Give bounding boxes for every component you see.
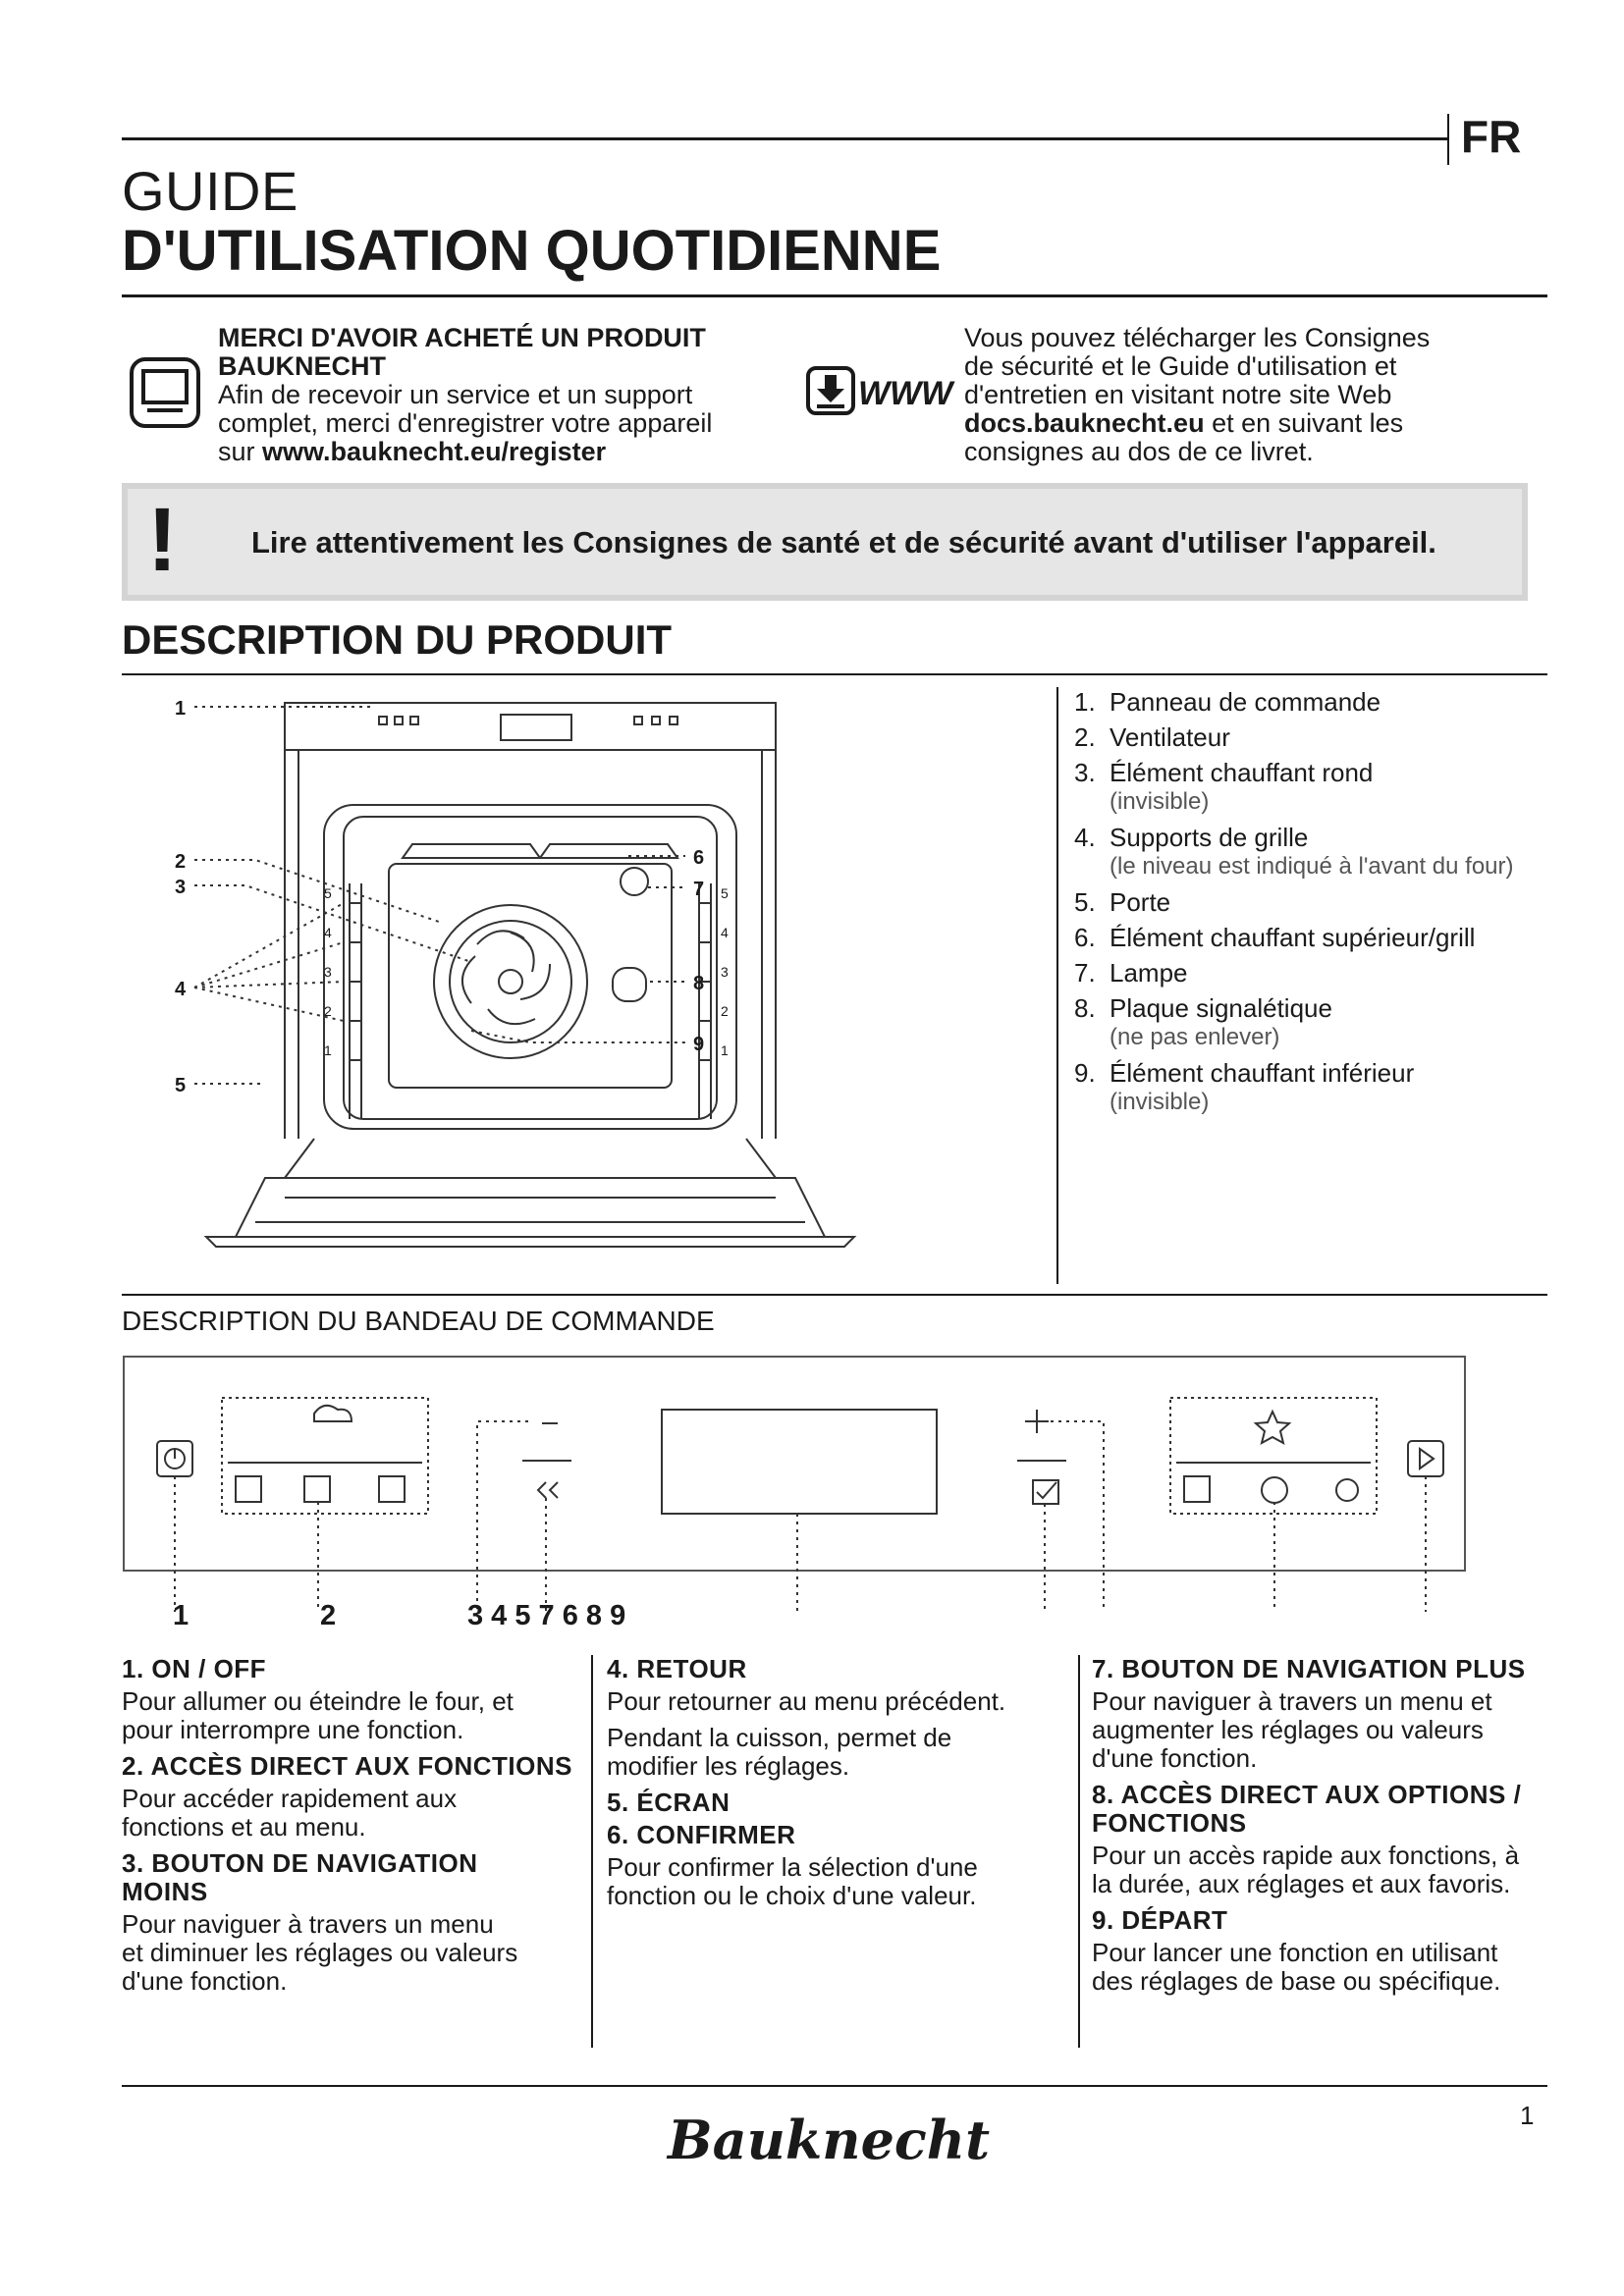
part-item: [1074, 687, 1514, 717]
callout-8: 8: [693, 973, 705, 994]
section-body-line: et diminuer les réglages ou valeurs: [122, 1938, 518, 1967]
part-item: [1074, 722, 1514, 752]
functions-list-button[interactable]: [236, 1476, 261, 1502]
chef-hat-icon: [314, 1406, 352, 1421]
section-body-line: Pour confirmer la sélection d'une: [607, 1852, 978, 1882]
fan-function-button[interactable]: [304, 1476, 330, 1502]
shelf-level-1-left: 1: [324, 1042, 332, 1058]
part-label: Supports de grille: [1110, 823, 1309, 852]
section-title-line: FONCTIONS: [1092, 1808, 1247, 1838]
section-title-line: MOINS: [122, 1877, 208, 1906]
callout-4: 4: [175, 979, 187, 1000]
oven-diagram: [147, 687, 952, 1296]
column-3: [1092, 1655, 1553, 2003]
intro-left-heading2: BAUKNECHT: [218, 351, 386, 381]
display-screen: [662, 1410, 937, 1514]
callout-1: 1: [175, 698, 187, 720]
section-title-line: 4. RETOUR: [607, 1654, 747, 1683]
part-label: Panneau de commande: [1110, 687, 1381, 717]
title-rule: [122, 294, 1547, 297]
section-body-line: Pour un accès rapide aux fonctions, à: [1092, 1841, 1520, 1870]
section-body-line: Pendant la cuisson, permet de: [607, 1723, 952, 1752]
section-body-line: Pour naviguer à travers un menu et: [1092, 1686, 1492, 1716]
callout-3: 3: [175, 877, 187, 898]
section-body-line: Pour lancer une fonction en utilisant: [1092, 1938, 1498, 1967]
section-body: [1092, 1939, 1553, 1996]
callout-6: 6: [693, 847, 705, 869]
shelf-level-3-right: 3: [721, 964, 729, 980]
warning-text: Lire attentivement les Consignes de santé et de sécurité avant d'utiliser l'appareil.: [251, 525, 1436, 560]
panel-legend-2: 2: [320, 1600, 337, 1631]
part-note: (ne pas enlever): [1110, 1024, 1280, 1050]
section-title: [607, 1789, 1068, 1817]
section-body-line: fonctions et au menu.: [122, 1812, 366, 1842]
column-divider-1: [591, 1655, 593, 2048]
product-section-rule: [122, 1294, 1547, 1296]
settings-gear-icon[interactable]: [1336, 1479, 1358, 1501]
part-note: (le niveau est indiqué à l'avant du four): [1110, 853, 1514, 880]
options-button[interactable]: [1184, 1476, 1210, 1502]
part-number: 9.: [1074, 1058, 1096, 1088]
part-label: Lampe: [1110, 958, 1188, 988]
section-body-line: Pour allumer ou éteindre le four, et: [122, 1686, 514, 1716]
section-title-line: 5. ÉCRAN: [607, 1788, 731, 1817]
control-panel-diagram: [122, 1355, 1477, 1629]
part-note: (invisible): [1110, 788, 1210, 815]
intro-left: [218, 324, 712, 466]
section-title-line: 3. BOUTON DE NAVIGATION: [122, 1848, 478, 1878]
parts-divider: [1056, 687, 1058, 1284]
intro-left-heading1: MERCI D'AVOIR ACHETÉ UN PRODUIT: [218, 323, 706, 352]
part-label: Ventilateur: [1110, 722, 1230, 752]
section-title: [607, 1821, 1068, 1849]
shelf-level-3-left: 3: [324, 964, 332, 980]
part-item: [1074, 1058, 1514, 1117]
intro-right-line2: de sécurité et le Guide d'utilisation et: [964, 351, 1397, 381]
section-body: [607, 1724, 1068, 1781]
intro-right-line4-suffix: et en suivant les: [1204, 408, 1404, 438]
column-1: [122, 1655, 573, 2003]
header-rule: [122, 137, 1449, 140]
section-body: [122, 1785, 573, 1842]
start-button[interactable]: [1408, 1441, 1443, 1476]
callout-5: 5: [175, 1075, 187, 1096]
shelf-level-4-right: 4: [721, 925, 729, 940]
register-link[interactable]: www.bauknecht.eu/register: [262, 437, 607, 466]
section-title: [122, 1655, 573, 1683]
language-code: FR: [1461, 111, 1522, 162]
part-item: [1074, 823, 1514, 881]
part-label: Porte: [1110, 887, 1171, 917]
section-title-line: 2. ACCÈS DIRECT AUX FONCTIONS: [122, 1751, 572, 1781]
page-number: 1: [1520, 2101, 1535, 2130]
parts-list: [1074, 687, 1514, 1123]
part-number: 7.: [1074, 958, 1096, 988]
part-number: 8.: [1074, 993, 1096, 1023]
intro-left-line1: Afin de recevoir un service et un support: [218, 380, 693, 409]
part-item: [1074, 887, 1514, 917]
intro-right-line3: d'entretien en visitant notre site Web: [964, 380, 1392, 409]
section-title: [1092, 1906, 1553, 1935]
grill-function-button[interactable]: [379, 1476, 405, 1502]
section-body-line: Pour retourner au menu précédent.: [607, 1686, 1006, 1716]
footer-rule: [122, 2085, 1547, 2087]
panel-legend-3-9: 3 4 5 7 6 8 9: [467, 1600, 626, 1631]
section-body: [1092, 1842, 1553, 1898]
part-item: [1074, 758, 1514, 817]
panel-legend-1: 1: [173, 1600, 189, 1631]
section-title-line: 6. CONFIRMER: [607, 1820, 796, 1849]
shelf-level-5-right: 5: [721, 885, 729, 901]
section-body-line: fonction ou le choix d'une valeur.: [607, 1881, 977, 1910]
intro-right-line5: consignes au dos de ce livret.: [964, 437, 1314, 466]
section-body-line: d'une fonction.: [122, 1966, 288, 1996]
shelf-level-1-right: 1: [721, 1042, 729, 1058]
product-description-heading: DESCRIPTION DU PRODUIT: [122, 616, 673, 663]
part-item: [1074, 923, 1514, 952]
column-divider-2: [1078, 1655, 1080, 2048]
part-item: [1074, 958, 1514, 988]
section-title: [1092, 1781, 1553, 1838]
part-number: 6.: [1074, 923, 1096, 952]
shelf-level-2-left: 2: [324, 1003, 332, 1019]
part-note: (invisible): [1110, 1089, 1210, 1115]
title-line1: GUIDE: [122, 160, 298, 222]
section-body-line: pour interrompre une fonction.: [122, 1715, 464, 1744]
section-title-line: 7. BOUTON DE NAVIGATION PLUS: [1092, 1654, 1526, 1683]
section-title: [607, 1655, 1068, 1683]
download-icon: [805, 365, 856, 416]
section-body-line: la durée, aux réglages et aux favoris.: [1092, 1869, 1511, 1898]
back-icon: [538, 1482, 558, 1498]
section-title: [122, 1849, 573, 1906]
part-item: [1074, 993, 1514, 1052]
section-body-line: Pour naviguer à travers un menu: [122, 1909, 494, 1939]
product-heading-rule: [122, 673, 1547, 675]
part-number: 1.: [1074, 687, 1096, 717]
section-title: [122, 1752, 573, 1781]
section-body-line: augmenter les réglages ou valeurs: [1092, 1715, 1484, 1744]
section-title-line: 8. ACCÈS DIRECT AUX OPTIONS /: [1092, 1780, 1522, 1809]
shelf-level-4-left: 4: [324, 925, 332, 940]
callout-2: 2: [175, 851, 187, 873]
part-label: Élément chauffant supérieur/grill: [1110, 923, 1476, 952]
section-body: [122, 1687, 573, 1744]
section-body: [122, 1910, 573, 1996]
control-panel-heading: DESCRIPTION DU BANDEAU DE COMMANDE: [122, 1306, 715, 1336]
shelf-level-5-left: 5: [324, 885, 332, 901]
part-number: 2.: [1074, 722, 1096, 752]
section-body: [1092, 1687, 1553, 1773]
intro-right: [964, 324, 1430, 466]
section-body: [607, 1687, 1068, 1716]
intro-left-line3-prefix: sur: [218, 437, 263, 466]
part-number: 3.: [1074, 758, 1096, 787]
section-title: [1092, 1655, 1553, 1683]
section-body-line: des réglages de base ou spécifique.: [1092, 1966, 1501, 1996]
callout-9: 9: [693, 1034, 705, 1055]
www-label: WWW: [858, 375, 953, 412]
section-title-line: 9. DÉPART: [1092, 1905, 1228, 1935]
section-body-line: d'une fonction.: [1092, 1743, 1258, 1773]
warning-icon: !: [147, 490, 178, 590]
intro-right-line1: Vous pouvez télécharger les Consignes: [964, 323, 1431, 352]
computer-icon: [128, 355, 202, 430]
section-body: [607, 1853, 1068, 1910]
title-line2: D'UTILISATION QUOTIDIENNE: [122, 219, 942, 283]
part-number: 5.: [1074, 887, 1096, 917]
intro-left-line2: complet, merci d'enregistrer votre appareil: [218, 408, 713, 438]
part-label: Plaque signalétique: [1110, 993, 1332, 1023]
part-label: Élément chauffant inférieur: [1110, 1058, 1415, 1088]
shelf-level-2-right: 2: [721, 1003, 729, 1019]
part-number: 4.: [1074, 823, 1096, 852]
timer-icon[interactable]: [1262, 1477, 1287, 1503]
brand-logo: Bauknecht: [668, 2109, 991, 2171]
favourites-star-icon: [1256, 1412, 1289, 1443]
header-tick: [1447, 114, 1449, 165]
column-2: [607, 1655, 1068, 1918]
section-body-line: modifier les réglages.: [607, 1751, 850, 1781]
section-body-line: Pour accéder rapidement aux: [122, 1784, 458, 1813]
docs-link[interactable]: docs.bauknecht.eu: [964, 408, 1205, 438]
section-title-line: 1. ON / OFF: [122, 1654, 267, 1683]
part-label: Élément chauffant rond: [1110, 758, 1374, 787]
callout-7: 7: [693, 879, 705, 900]
